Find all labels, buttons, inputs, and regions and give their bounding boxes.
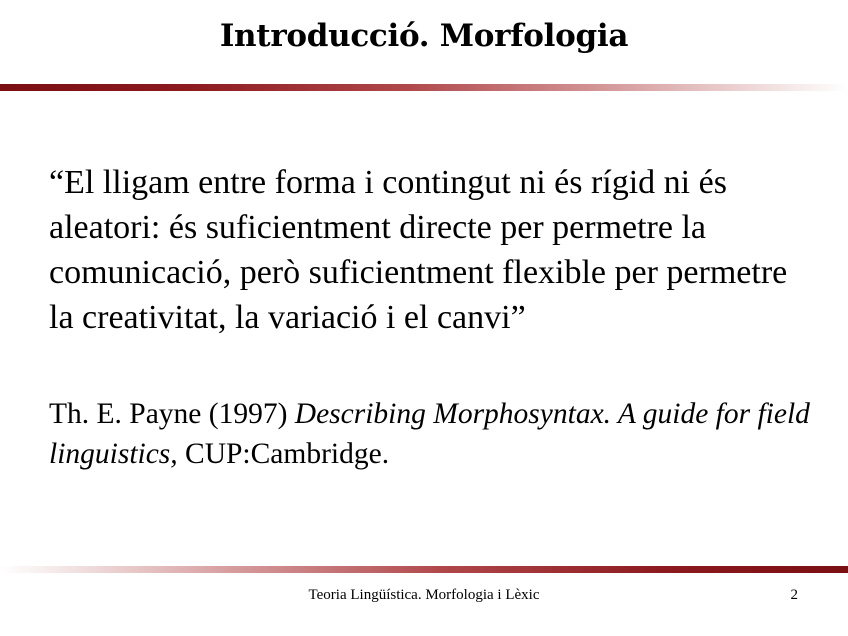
bibliographic-reference <box>49 394 829 474</box>
page-number: 2 <box>790 587 798 603</box>
footer-divider <box>0 566 848 573</box>
reference-publisher: CUP:Cambridge. <box>177 438 390 470</box>
header-divider <box>0 84 848 91</box>
reference-book-title: Describing Morphosyntax. A guide for field linguistics, <box>49 398 810 470</box>
reference-author-year: Th. E. Payne (1997) <box>49 398 295 430</box>
footer-text: Teoria Lingüística. Morfologia i Lèxic <box>308 587 540 603</box>
quote-text: “El lligam entre forma i contingut ni és rígid ni és aleatori: és suficientment directe per permetre la comunicació, però suficientment flexible per permetre la creativitat, la variació i el canvi” <box>49 164 788 336</box>
slide-title: Introducció. Morfologia <box>219 18 629 54</box>
